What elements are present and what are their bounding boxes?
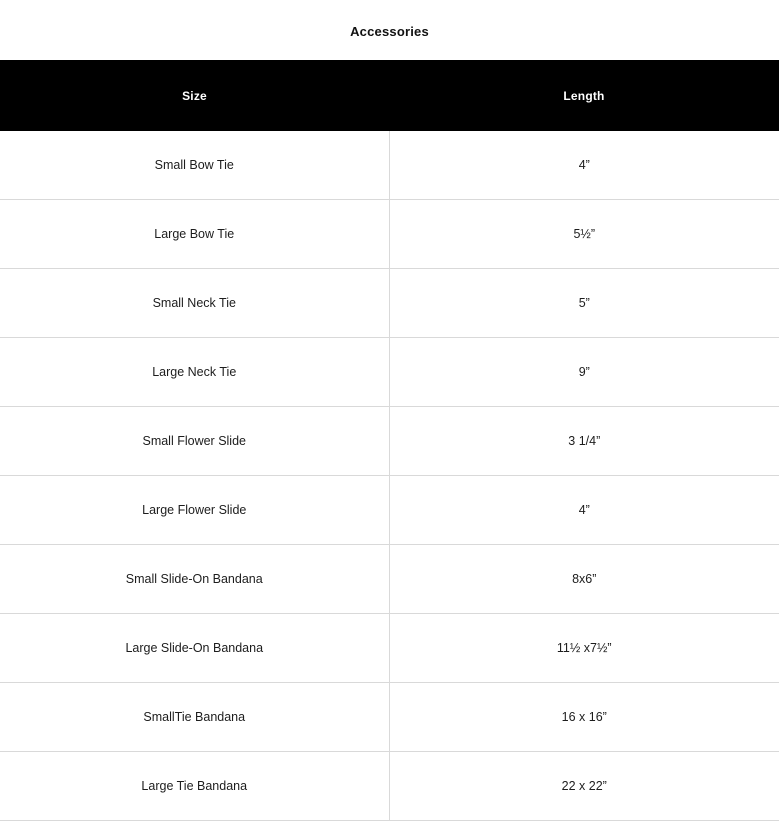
column-header-length: Length [389, 60, 779, 131]
cell-length: 5” [389, 269, 779, 338]
cell-size: SmallTie Bandana [0, 683, 389, 752]
table-row [0, 407, 779, 476]
table-header [0, 60, 779, 131]
table-row [0, 683, 779, 752]
cell-length: 5½” [389, 200, 779, 269]
cell-size: Small Neck Tie [0, 269, 389, 338]
column-header-size: Size [0, 60, 389, 131]
cell-size: Large Tie Bandana [0, 752, 389, 821]
cell-size: Large Slide-On Bandana [0, 614, 389, 683]
table-header-row [0, 60, 779, 131]
cell-size: Small Flower Slide [0, 407, 389, 476]
cell-size: Large Neck Tie [0, 338, 389, 407]
cell-length: 3 1/4” [389, 407, 779, 476]
table-row [0, 545, 779, 614]
cell-length: 11½ x7½” [389, 614, 779, 683]
cell-size: Small Bow Tie [0, 131, 389, 200]
table-row [0, 269, 779, 338]
cell-size: Large Bow Tie [0, 200, 389, 269]
cell-size: Large Flower Slide [0, 476, 389, 545]
table-row [0, 614, 779, 683]
cell-size: Small Slide-On Bandana [0, 545, 389, 614]
table-row [0, 200, 779, 269]
table-row [0, 476, 779, 545]
cell-length: 8x6” [389, 545, 779, 614]
cell-length: 4” [389, 476, 779, 545]
table-body [0, 131, 779, 821]
cell-length: 9” [389, 338, 779, 407]
cell-length: 16 x 16” [389, 683, 779, 752]
size-chart-table [0, 60, 779, 821]
cell-length: 4” [389, 131, 779, 200]
table-row [0, 752, 779, 821]
table-row [0, 338, 779, 407]
table-row [0, 131, 779, 200]
page-title: Accessories [350, 24, 429, 39]
cell-length: 22 x 22” [389, 752, 779, 821]
